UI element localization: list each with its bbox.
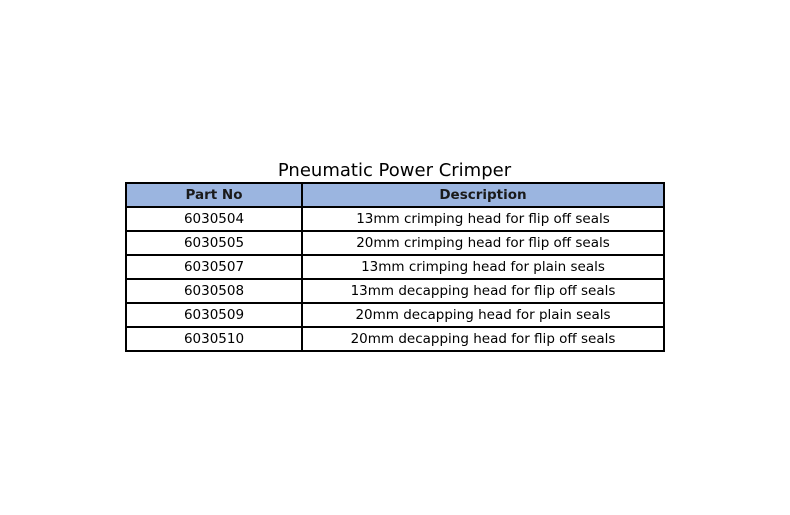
header-part-no: Part No xyxy=(126,183,302,207)
table-row xyxy=(126,255,664,279)
description-cell: 13mm decapping head for flip off seals xyxy=(302,279,664,303)
part-no-cell: 6030507 xyxy=(126,255,302,279)
table-row xyxy=(126,231,664,255)
description-cell: 13mm crimping head for plain seals xyxy=(302,255,664,279)
table-row xyxy=(126,279,664,303)
description-cell: 13mm crimping head for flip off seals xyxy=(302,207,664,231)
header-description: Description xyxy=(302,183,664,207)
table-body xyxy=(126,207,664,351)
part-no-cell: 6030508 xyxy=(126,279,302,303)
table-header xyxy=(126,183,664,207)
part-no-cell: 6030509 xyxy=(126,303,302,327)
part-no-cell: 6030504 xyxy=(126,207,302,231)
description-cell: 20mm decapping head for plain seals xyxy=(302,303,664,327)
table-row xyxy=(126,327,664,351)
part-no-cell: 6030505 xyxy=(126,231,302,255)
description-cell: 20mm decapping head for flip off seals xyxy=(302,327,664,351)
description-cell: 20mm crimping head for flip off seals xyxy=(302,231,664,255)
header-row xyxy=(126,183,664,207)
table-row xyxy=(126,303,664,327)
table-row xyxy=(126,207,664,231)
parts-table xyxy=(125,182,665,352)
part-no-cell: 6030510 xyxy=(126,327,302,351)
table-title: Pneumatic Power Crimper xyxy=(277,160,512,181)
